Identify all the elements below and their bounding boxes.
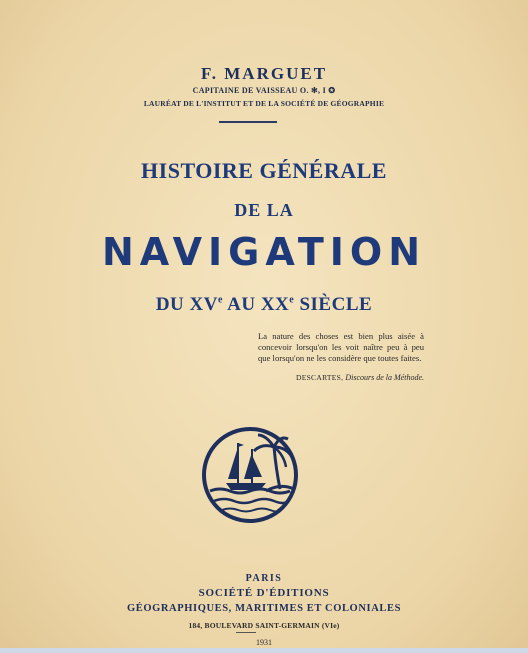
- publisher-address: 184, BOULEVARD SAINT-GERMAIN (VIe): [188, 621, 340, 630]
- year-rule: [236, 632, 256, 633]
- title-line-4-sup2: e: [289, 294, 295, 306]
- title-line-4-sup1: e: [217, 294, 223, 306]
- epigraph-attribution: [258, 373, 424, 382]
- publisher-name-1: SOCIÉTÉ D'ÉDITIONS: [198, 587, 330, 599]
- ship-palm-emblem-icon: [200, 425, 300, 525]
- title-line-3: NAVIGATION: [102, 230, 426, 274]
- publication-year: 1931: [256, 638, 272, 647]
- title-line-4: [0, 294, 528, 316]
- epigraph-work: Discours de la Méthode.: [345, 373, 424, 382]
- title-line-4-suffix: SIÈCLE: [294, 294, 373, 315]
- title-line-4-prefix: DU XV: [155, 294, 218, 315]
- epigraph-quote: La nature des choses est bien plus aisée à concevoir lorsqu'on les voit naître peu à peu que lorsqu'on ne les considère que toutes faites.: [258, 331, 424, 363]
- author-laureat: LAURÉAT DE L'INSTITUT ET DE LA SOCIÉTÉ DE GÉOGRAPHIE: [143, 99, 385, 108]
- title-line-4-mid: AU XX: [222, 294, 290, 315]
- author-name: F. MARGUET: [200, 64, 328, 83]
- publisher-city: PARIS: [245, 573, 283, 584]
- title-line-1: HISTOIRE GÉNÉRALE: [141, 158, 387, 183]
- epigraph-author: DESCARTES,: [295, 373, 344, 382]
- divider-rule: [219, 121, 277, 123]
- author-rank: CAPITAINE DE VAISSEAU O. ✻, I ✪: [192, 86, 336, 95]
- bottom-edge: [0, 648, 528, 653]
- title-line-2: DE LA: [234, 200, 294, 220]
- publisher-name-2: GÉOGRAPHIQUES, MARITIMES ET COLONIALES: [126, 603, 402, 614]
